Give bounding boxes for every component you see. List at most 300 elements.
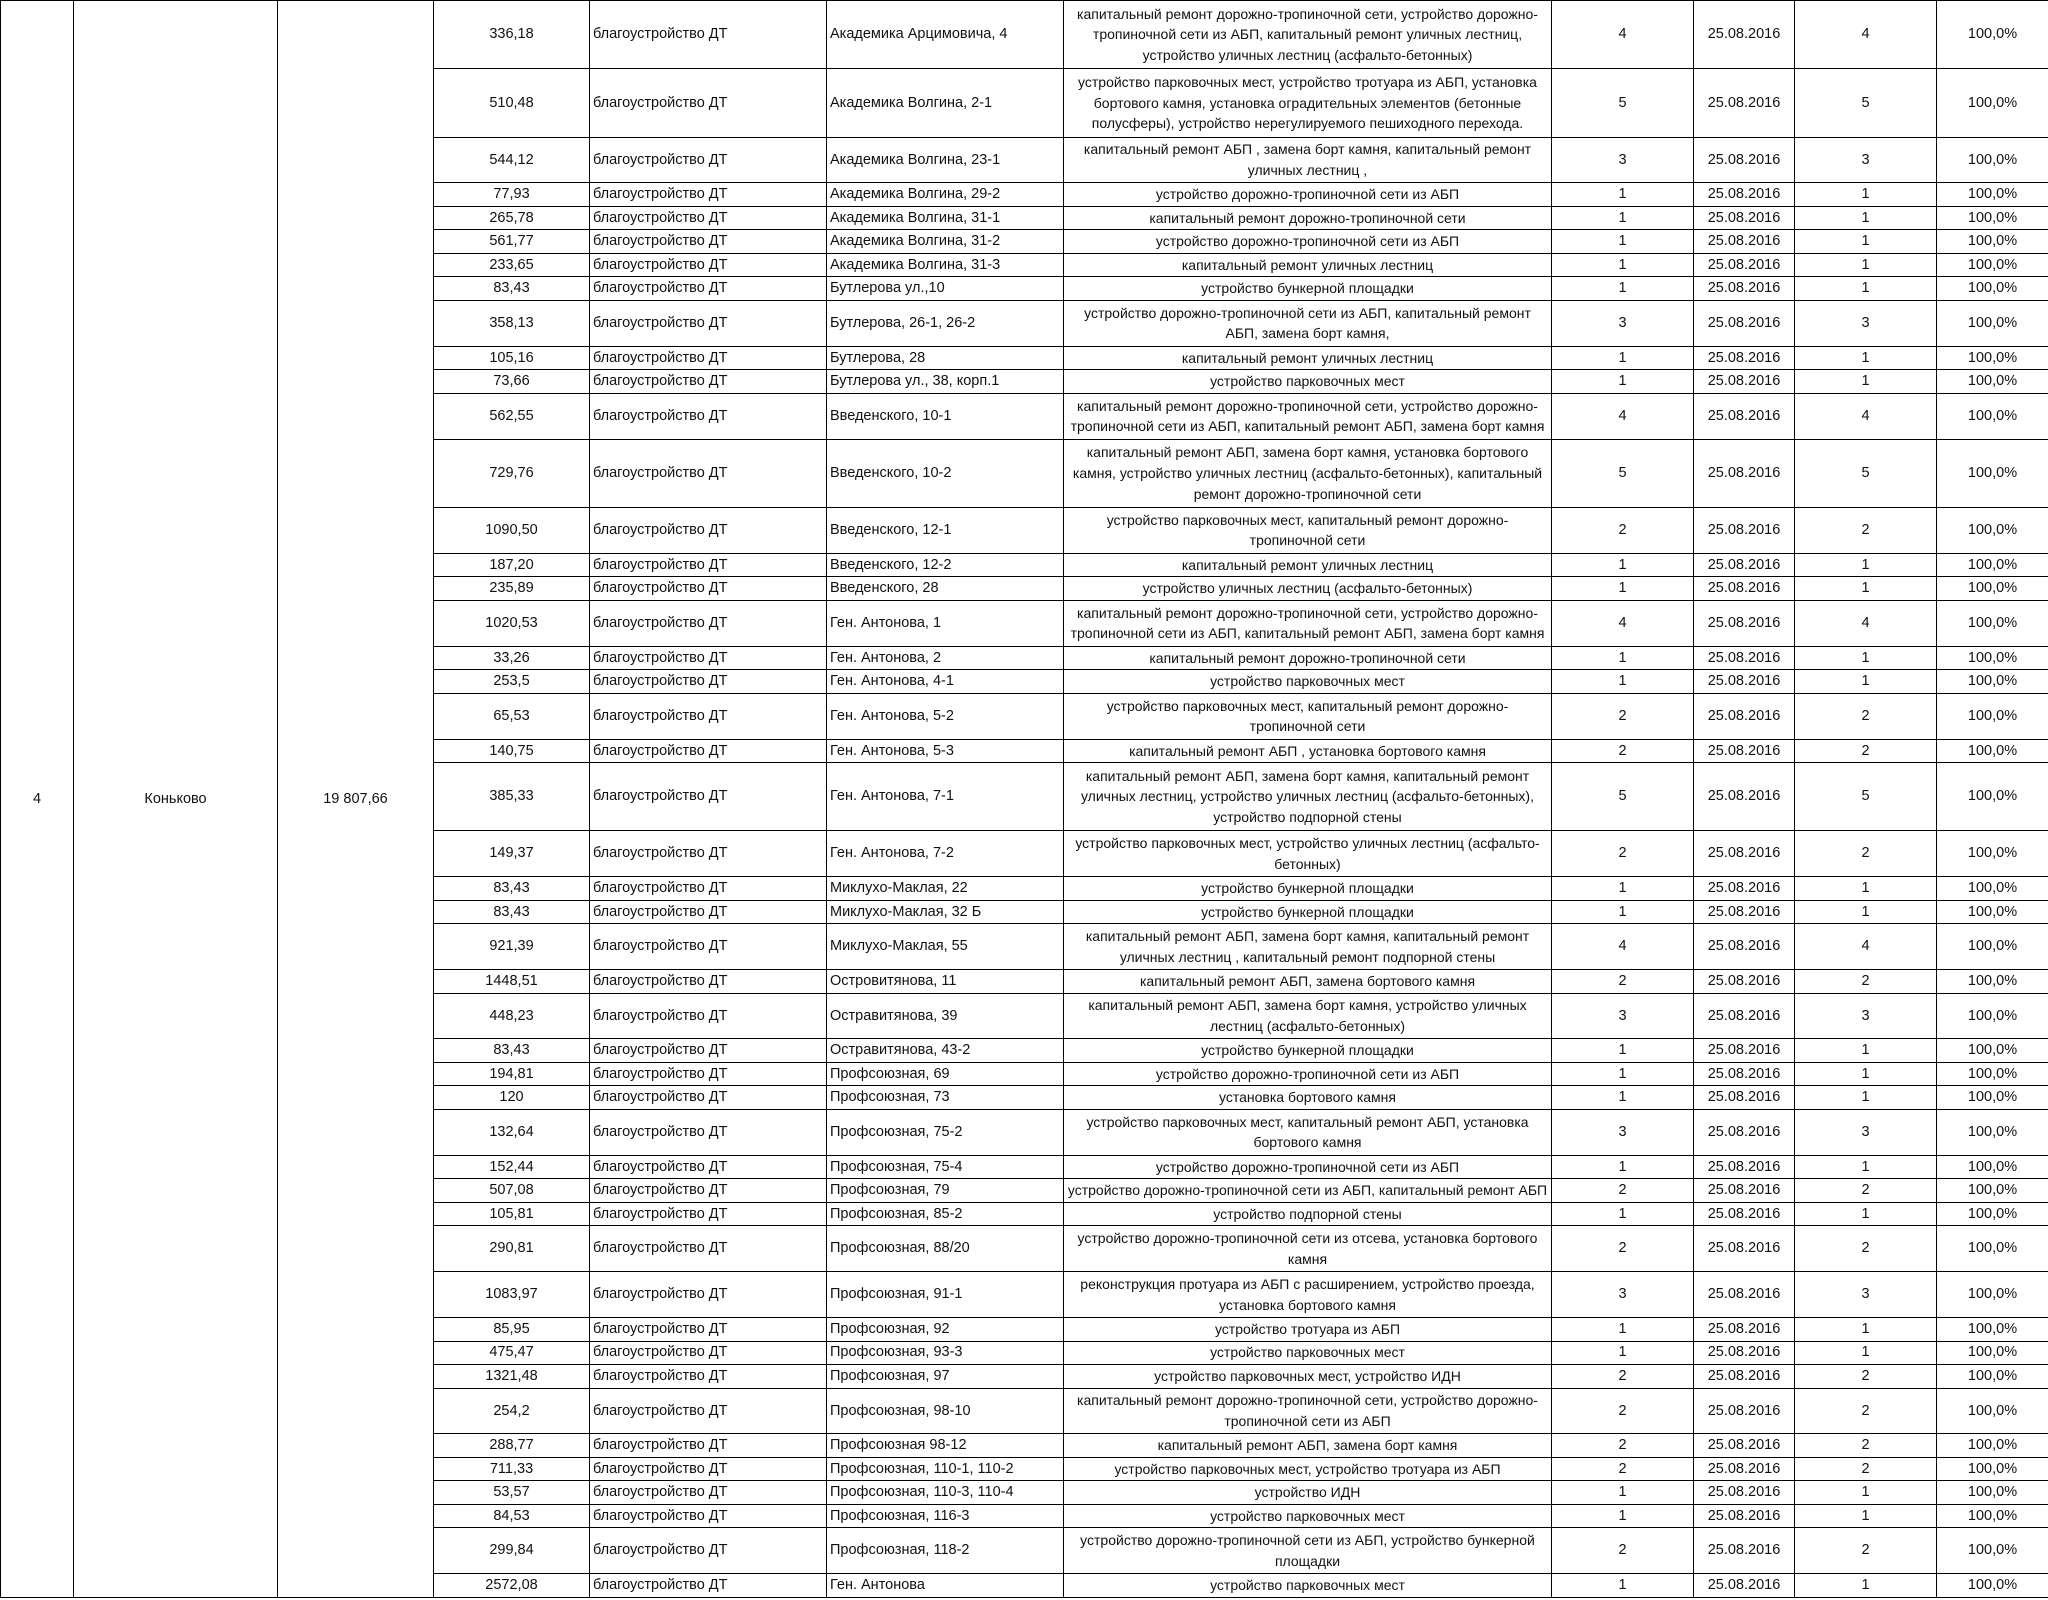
work-description-cell: капитальный ремонт АБП , замена борт камня, капитальный ремонт уличных лестниц , <box>1064 137 1552 183</box>
done-count-cell: 3 <box>1795 300 1937 346</box>
count-cell: 2 <box>1552 1365 1694 1388</box>
address-cell: Профсоюзная, 75-4 <box>827 1155 1064 1178</box>
date-cell: 25.08.2016 <box>1694 346 1795 369</box>
percent-cell: 100,0% <box>1937 300 2048 346</box>
percent-cell: 100,0% <box>1937 1155 2048 1178</box>
percent-cell: 100,0% <box>1937 277 2048 300</box>
address-cell: Ген. Антонова, 4-1 <box>827 670 1064 693</box>
sum-cell: 187,20 <box>434 553 590 576</box>
address-cell: Ген. Антонова, 7-1 <box>827 763 1064 831</box>
sum-cell: 510,48 <box>434 69 590 137</box>
type-cell: благоустройство ДТ <box>590 577 827 600</box>
type-cell: благоустройство ДТ <box>590 1318 827 1341</box>
address-cell: Островитянова, 11 <box>827 970 1064 993</box>
sum-cell: 358,13 <box>434 300 590 346</box>
work-description-cell: устройство парковочных мест, капитальный ремонт дорожно-тропиночной сети <box>1064 507 1552 553</box>
address-cell: Ген. Антонова, 1 <box>827 600 1064 646</box>
date-cell: 25.08.2016 <box>1694 137 1795 183</box>
done-count-cell: 2 <box>1795 970 1937 993</box>
done-count-cell: 2 <box>1795 1226 1937 1272</box>
date-cell: 25.08.2016 <box>1694 1109 1795 1155</box>
done-count-cell: 3 <box>1795 1109 1937 1155</box>
percent-cell: 100,0% <box>1937 183 2048 206</box>
sum-cell: 83,43 <box>434 900 590 923</box>
address-cell: Профсоюзная, 116-3 <box>827 1504 1064 1527</box>
count-cell: 1 <box>1552 230 1694 253</box>
date-cell: 25.08.2016 <box>1694 1528 1795 1574</box>
sum-cell: 84,53 <box>434 1504 590 1527</box>
type-cell: благоустройство ДТ <box>590 300 827 346</box>
done-count-cell: 2 <box>1795 1365 1937 1388</box>
sum-cell: 1083,97 <box>434 1272 590 1318</box>
done-count-cell: 1 <box>1795 1202 1937 1225</box>
percent-cell: 100,0% <box>1937 1574 2048 1598</box>
address-cell: Бутлерова, 28 <box>827 346 1064 369</box>
address-cell: Профсоюзная, 88/20 <box>827 1226 1064 1272</box>
done-count-cell: 1 <box>1795 553 1937 576</box>
count-cell: 1 <box>1552 183 1694 206</box>
count-cell: 1 <box>1552 206 1694 229</box>
address-cell: Миклухо-Маклая, 55 <box>827 924 1064 970</box>
count-cell: 1 <box>1552 1504 1694 1527</box>
sum-cell: 194,81 <box>434 1062 590 1085</box>
address-cell: Миклухо-Маклая, 32 Б <box>827 900 1064 923</box>
done-count-cell: 2 <box>1795 831 1937 877</box>
work-description-cell: устройство парковочных мест <box>1064 1504 1552 1527</box>
address-cell: Введенского, 28 <box>827 577 1064 600</box>
done-count-cell: 2 <box>1795 1528 1937 1574</box>
percent-cell: 100,0% <box>1937 253 2048 276</box>
address-cell: Введенского, 10-2 <box>827 439 1064 507</box>
date-cell: 25.08.2016 <box>1694 553 1795 576</box>
work-description-cell: устройство бункерной площадки <box>1064 277 1552 300</box>
done-count-cell: 1 <box>1795 1318 1937 1341</box>
count-cell: 2 <box>1552 1528 1694 1574</box>
work-description-cell: устройство парковочных мест <box>1064 1574 1552 1598</box>
date-cell: 25.08.2016 <box>1694 877 1795 900</box>
done-count-cell: 1 <box>1795 253 1937 276</box>
address-cell: Академика Волгина, 2-1 <box>827 69 1064 137</box>
count-cell: 2 <box>1552 1457 1694 1480</box>
done-count-cell: 1 <box>1795 206 1937 229</box>
address-cell: Ген. Антонова <box>827 1574 1064 1598</box>
work-description-cell: устройство парковочных мест, устройство тротуара из АБП <box>1064 1457 1552 1480</box>
count-cell: 1 <box>1552 577 1694 600</box>
type-cell: благоустройство ДТ <box>590 763 827 831</box>
percent-cell: 100,0% <box>1937 577 2048 600</box>
sum-cell: 1448,51 <box>434 970 590 993</box>
percent-cell: 100,0% <box>1937 230 2048 253</box>
sum-cell: 152,44 <box>434 1155 590 1178</box>
percent-cell: 100,0% <box>1937 553 2048 576</box>
date-cell: 25.08.2016 <box>1694 577 1795 600</box>
count-cell: 3 <box>1552 1109 1694 1155</box>
date-cell: 25.08.2016 <box>1694 1226 1795 1272</box>
count-cell: 1 <box>1552 670 1694 693</box>
percent-cell: 100,0% <box>1937 1504 2048 1527</box>
type-cell: благоустройство ДТ <box>590 507 827 553</box>
date-cell: 25.08.2016 <box>1694 300 1795 346</box>
address-cell: Остравитянова, 43-2 <box>827 1039 1064 1062</box>
type-cell: благоустройство ДТ <box>590 1481 827 1504</box>
done-count-cell: 3 <box>1795 1272 1937 1318</box>
address-cell: Остравитянова, 39 <box>827 993 1064 1039</box>
done-count-cell: 2 <box>1795 507 1937 553</box>
sum-cell: 448,23 <box>434 993 590 1039</box>
work-description-cell: устройство парковочных мест, устройство тротуара из АБП, установка бортового камня, установка оградительных элементов (бетонные полусферы), устройство нерегулируемого пешиходного перехода. <box>1064 69 1552 137</box>
work-description-cell: капитальный ремонт АБП, замена борт камня, устройство уличных лестниц (асфальто-бетонных) <box>1064 993 1552 1039</box>
date-cell: 25.08.2016 <box>1694 206 1795 229</box>
address-cell: Миклухо-Маклая, 22 <box>827 877 1064 900</box>
sum-cell: 290,81 <box>434 1226 590 1272</box>
type-cell: благоустройство ДТ <box>590 1 827 69</box>
percent-cell: 100,0% <box>1937 1318 2048 1341</box>
address-cell: Профсоюзная, 110-1, 110-2 <box>827 1457 1064 1480</box>
count-cell: 4 <box>1552 924 1694 970</box>
percent-cell: 100,0% <box>1937 693 2048 739</box>
type-cell: благоустройство ДТ <box>590 1202 827 1225</box>
work-description-cell: устройство бункерной площадки <box>1064 1039 1552 1062</box>
work-description-cell: устройство бункерной площадки <box>1064 900 1552 923</box>
type-cell: благоустройство ДТ <box>590 1272 827 1318</box>
address-cell: Бутлерова ул.,10 <box>827 277 1064 300</box>
address-cell: Профсоюзная, 110-3, 110-4 <box>827 1481 1064 1504</box>
sum-cell: 544,12 <box>434 137 590 183</box>
address-cell: Ген. Антонова, 5-3 <box>827 739 1064 762</box>
done-count-cell: 1 <box>1795 1155 1937 1178</box>
percent-cell: 100,0% <box>1937 370 2048 393</box>
done-count-cell: 1 <box>1795 577 1937 600</box>
date-cell: 25.08.2016 <box>1694 739 1795 762</box>
work-description-cell: капитальный ремонт дорожно-тропиночной сети, устройство дорожно-тропиночной сети из АБП, капитальный ремонт уличных лестниц, устройство уличных лестниц (асфальто-бетонных) <box>1064 1 1552 69</box>
percent-cell: 100,0% <box>1937 1062 2048 1085</box>
sum-cell: 233,65 <box>434 253 590 276</box>
type-cell: благоустройство ДТ <box>590 1528 827 1574</box>
date-cell: 25.08.2016 <box>1694 900 1795 923</box>
address-cell: Ген. Антонова, 5-2 <box>827 693 1064 739</box>
done-count-cell: 1 <box>1795 1481 1937 1504</box>
type-cell: благоустройство ДТ <box>590 137 827 183</box>
type-cell: благоустройство ДТ <box>590 1574 827 1598</box>
date-cell: 25.08.2016 <box>1694 230 1795 253</box>
sum-cell: 1321,48 <box>434 1365 590 1388</box>
work-description-cell: капитальный ремонт АБП, замена бортового камня <box>1064 970 1552 993</box>
type-cell: благоустройство ДТ <box>590 693 827 739</box>
percent-cell: 100,0% <box>1937 970 2048 993</box>
date-cell: 25.08.2016 <box>1694 1481 1795 1504</box>
date-cell: 25.08.2016 <box>1694 439 1795 507</box>
sum-cell: 83,43 <box>434 877 590 900</box>
count-cell: 1 <box>1552 1086 1694 1109</box>
work-description-cell: капитальный ремонт уличных лестниц <box>1064 346 1552 369</box>
sum-cell: 562,55 <box>434 393 590 439</box>
date-cell: 25.08.2016 <box>1694 370 1795 393</box>
date-cell: 25.08.2016 <box>1694 183 1795 206</box>
count-cell: 2 <box>1552 1388 1694 1434</box>
done-count-cell: 4 <box>1795 924 1937 970</box>
work-description-cell: устройство дорожно-тропиночной сети из АБП <box>1064 1155 1552 1178</box>
date-cell: 25.08.2016 <box>1694 1457 1795 1480</box>
work-description-cell: устройство парковочных мест <box>1064 370 1552 393</box>
done-count-cell: 2 <box>1795 1388 1937 1434</box>
count-cell: 3 <box>1552 137 1694 183</box>
work-description-cell: устройство дорожно-тропиночной сети из АБП, устройство бункерной площадки <box>1064 1528 1552 1574</box>
done-count-cell: 2 <box>1795 1434 1937 1457</box>
type-cell: благоустройство ДТ <box>590 393 827 439</box>
sum-cell: 105,81 <box>434 1202 590 1225</box>
work-description-cell: устройство дорожно-тропиночной сети из АБП <box>1064 230 1552 253</box>
done-count-cell: 1 <box>1795 877 1937 900</box>
done-count-cell: 2 <box>1795 693 1937 739</box>
count-cell: 2 <box>1552 1434 1694 1457</box>
sum-cell: 120 <box>434 1086 590 1109</box>
address-cell: Введенского, 12-1 <box>827 507 1064 553</box>
type-cell: благоустройство ДТ <box>590 553 827 576</box>
address-cell: Профсоюзная, 91-1 <box>827 1272 1064 1318</box>
type-cell: благоустройство ДТ <box>590 924 827 970</box>
work-description-cell: капитальный ремонт АБП, замена борт камня, установка бортового камня, устройство уличных лестниц (асфальто-бетонных), капитальный ремонт дорожно-тропиночной сети <box>1064 439 1552 507</box>
date-cell: 25.08.2016 <box>1694 1039 1795 1062</box>
work-description-cell: капитальный ремонт дорожно-тропиночной сети, устройство дорожно-тропиночной сети из АБП, капитальный ремонт АБП, замена борт камня <box>1064 393 1552 439</box>
percent-cell: 100,0% <box>1937 600 2048 646</box>
count-cell: 1 <box>1552 370 1694 393</box>
address-cell: Профсоюзная, 85-2 <box>827 1202 1064 1225</box>
count-cell: 5 <box>1552 69 1694 137</box>
date-cell: 25.08.2016 <box>1694 693 1795 739</box>
address-cell: Профсоюзная, 69 <box>827 1062 1064 1085</box>
group-total-cell: 19 807,66 <box>278 1 434 1598</box>
count-cell: 2 <box>1552 970 1694 993</box>
done-count-cell: 1 <box>1795 183 1937 206</box>
date-cell: 25.08.2016 <box>1694 600 1795 646</box>
type-cell: благоустройство ДТ <box>590 439 827 507</box>
percent-cell: 100,0% <box>1937 1434 2048 1457</box>
percent-cell: 100,0% <box>1937 924 2048 970</box>
work-description-cell: устройство дорожно-тропиночной сети из АБП, капитальный ремонт АБП <box>1064 1179 1552 1202</box>
date-cell: 25.08.2016 <box>1694 1202 1795 1225</box>
done-count-cell: 1 <box>1795 1504 1937 1527</box>
percent-cell: 100,0% <box>1937 507 2048 553</box>
percent-cell: 100,0% <box>1937 670 2048 693</box>
count-cell: 1 <box>1552 346 1694 369</box>
sum-cell: 77,93 <box>434 183 590 206</box>
date-cell: 25.08.2016 <box>1694 831 1795 877</box>
work-description-cell: устройство подпорной стены <box>1064 1202 1552 1225</box>
done-count-cell: 2 <box>1795 739 1937 762</box>
count-cell: 2 <box>1552 507 1694 553</box>
address-cell: Профсоюзная, 92 <box>827 1318 1064 1341</box>
sum-cell: 1020,53 <box>434 600 590 646</box>
work-description-cell: устройство бункерной площадки <box>1064 877 1552 900</box>
sum-cell: 33,26 <box>434 646 590 669</box>
sum-cell: 149,37 <box>434 831 590 877</box>
work-description-cell: капитальный ремонт АБП, замена борт камня, капитальный ремонт уличных лестниц, устройство уличных лестниц (асфальто-бетонных), устройство подпорной стены <box>1064 763 1552 831</box>
sum-cell: 83,43 <box>434 277 590 300</box>
percent-cell: 100,0% <box>1937 1202 2048 1225</box>
address-cell: Бутлерова, 26-1, 26-2 <box>827 300 1064 346</box>
address-cell: Профсоюзная 98-12 <box>827 1434 1064 1457</box>
type-cell: благоустройство ДТ <box>590 69 827 137</box>
count-cell: 4 <box>1552 600 1694 646</box>
done-count-cell: 1 <box>1795 277 1937 300</box>
sum-cell: 336,18 <box>434 1 590 69</box>
count-cell: 2 <box>1552 831 1694 877</box>
sum-cell: 475,47 <box>434 1341 590 1364</box>
type-cell: благоустройство ДТ <box>590 183 827 206</box>
sum-cell: 299,84 <box>434 1528 590 1574</box>
group-district-cell: Коньково <box>74 1 278 1598</box>
done-count-cell: 5 <box>1795 69 1937 137</box>
work-description-cell: капитальный ремонт АБП, замена борт камня, капитальный ремонт уличных лестниц , капитальный ремонт подпорной стены <box>1064 924 1552 970</box>
percent-cell: 100,0% <box>1937 1226 2048 1272</box>
percent-cell: 100,0% <box>1937 1 2048 69</box>
work-description-cell: капитальный ремонт дорожно-тропиночной сети, устройство дорожно-тропиночной сети из АБП, капитальный ремонт АБП, замена борт камня <box>1064 600 1552 646</box>
percent-cell: 100,0% <box>1937 646 2048 669</box>
count-cell: 4 <box>1552 1 1694 69</box>
percent-cell: 100,0% <box>1937 393 2048 439</box>
work-description-cell: устройство парковочных мест, устройство ИДН <box>1064 1365 1552 1388</box>
count-cell: 1 <box>1552 1318 1694 1341</box>
done-count-cell: 3 <box>1795 137 1937 183</box>
sum-cell: 729,76 <box>434 439 590 507</box>
count-cell: 5 <box>1552 763 1694 831</box>
percent-cell: 100,0% <box>1937 1109 2048 1155</box>
address-cell: Введенского, 12-2 <box>827 553 1064 576</box>
type-cell: благоустройство ДТ <box>590 1434 827 1457</box>
date-cell: 25.08.2016 <box>1694 69 1795 137</box>
date-cell: 25.08.2016 <box>1694 646 1795 669</box>
done-count-cell: 1 <box>1795 900 1937 923</box>
address-cell: Профсоюзная, 97 <box>827 1365 1064 1388</box>
table-body <box>1 1 2048 1598</box>
count-cell: 2 <box>1552 1179 1694 1202</box>
date-cell: 25.08.2016 <box>1694 1179 1795 1202</box>
address-cell: Профсоюзная, 98-10 <box>827 1388 1064 1434</box>
count-cell: 1 <box>1552 1155 1694 1178</box>
type-cell: благоустройство ДТ <box>590 1039 827 1062</box>
done-count-cell: 1 <box>1795 1086 1937 1109</box>
sum-cell: 507,08 <box>434 1179 590 1202</box>
sum-cell: 711,33 <box>434 1457 590 1480</box>
address-cell: Профсоюзная, 79 <box>827 1179 1064 1202</box>
work-description-cell: капитальный ремонт уличных лестниц <box>1064 253 1552 276</box>
percent-cell: 100,0% <box>1937 1528 2048 1574</box>
date-cell: 25.08.2016 <box>1694 1318 1795 1341</box>
type-cell: благоустройство ДТ <box>590 1226 827 1272</box>
type-cell: благоустройство ДТ <box>590 206 827 229</box>
done-count-cell: 1 <box>1795 1574 1937 1598</box>
work-description-cell: установка бортового камня <box>1064 1086 1552 1109</box>
done-count-cell: 4 <box>1795 1 1937 69</box>
count-cell: 1 <box>1552 646 1694 669</box>
date-cell: 25.08.2016 <box>1694 1341 1795 1364</box>
sum-cell: 921,39 <box>434 924 590 970</box>
type-cell: благоустройство ДТ <box>590 1457 827 1480</box>
work-description-cell: устройство парковочных мест, капитальный ремонт АБП, установка бортового камня <box>1064 1109 1552 1155</box>
sum-cell: 105,16 <box>434 346 590 369</box>
count-cell: 1 <box>1552 900 1694 923</box>
sum-cell: 132,64 <box>434 1109 590 1155</box>
sum-cell: 254,2 <box>434 1388 590 1434</box>
type-cell: благоустройство ДТ <box>590 1388 827 1434</box>
work-description-cell: устройство дорожно-тропиночной сети из АБП <box>1064 183 1552 206</box>
count-cell: 1 <box>1552 1202 1694 1225</box>
date-cell: 25.08.2016 <box>1694 1086 1795 1109</box>
percent-cell: 100,0% <box>1937 1086 2048 1109</box>
percent-cell: 100,0% <box>1937 1341 2048 1364</box>
type-cell: благоустройство ДТ <box>590 1504 827 1527</box>
done-count-cell: 3 <box>1795 993 1937 1039</box>
address-cell: Академика Волгина, 31-1 <box>827 206 1064 229</box>
sum-cell: 83,43 <box>434 1039 590 1062</box>
date-cell: 25.08.2016 <box>1694 507 1795 553</box>
address-cell: Академика Волгина, 31-2 <box>827 230 1064 253</box>
work-description-cell: устройство тротуара из АБП <box>1064 1318 1552 1341</box>
type-cell: благоустройство ДТ <box>590 739 827 762</box>
done-count-cell: 1 <box>1795 230 1937 253</box>
work-description-cell: реконструкция протуара из АБП с расширением, устройство проезда, установка бортового камня <box>1064 1272 1552 1318</box>
count-cell: 5 <box>1552 439 1694 507</box>
sum-cell: 65,53 <box>434 693 590 739</box>
work-description-cell: капитальный ремонт уличных лестниц <box>1064 553 1552 576</box>
done-count-cell: 4 <box>1795 393 1937 439</box>
date-cell: 25.08.2016 <box>1694 1365 1795 1388</box>
sum-cell: 288,77 <box>434 1434 590 1457</box>
count-cell: 1 <box>1552 277 1694 300</box>
date-cell: 25.08.2016 <box>1694 253 1795 276</box>
percent-cell: 100,0% <box>1937 1457 2048 1480</box>
sum-cell: 73,66 <box>434 370 590 393</box>
date-cell: 25.08.2016 <box>1694 1504 1795 1527</box>
done-count-cell: 4 <box>1795 600 1937 646</box>
sum-cell: 253,5 <box>434 670 590 693</box>
done-count-cell: 1 <box>1795 1341 1937 1364</box>
percent-cell: 100,0% <box>1937 346 2048 369</box>
percent-cell: 100,0% <box>1937 739 2048 762</box>
sum-cell: 140,75 <box>434 739 590 762</box>
type-cell: благоустройство ДТ <box>590 230 827 253</box>
work-description-cell: капитальный ремонт дорожно-тропиночной сети, устройство дорожно-тропиночной сети из АБП <box>1064 1388 1552 1434</box>
date-cell: 25.08.2016 <box>1694 1155 1795 1178</box>
work-description-cell: устройство парковочных мест <box>1064 1341 1552 1364</box>
count-cell: 3 <box>1552 1272 1694 1318</box>
address-cell: Академика Волгина, 29-2 <box>827 183 1064 206</box>
work-description-cell: устройство дорожно-тропиночной сети из АБП, капитальный ремонт АБП, замена борт камня, <box>1064 300 1552 346</box>
type-cell: благоустройство ДТ <box>590 1086 827 1109</box>
type-cell: благоустройство ДТ <box>590 600 827 646</box>
percent-cell: 100,0% <box>1937 1039 2048 1062</box>
date-cell: 25.08.2016 <box>1694 1388 1795 1434</box>
address-cell: Академика Волгина, 23-1 <box>827 137 1064 183</box>
percent-cell: 100,0% <box>1937 1481 2048 1504</box>
address-cell: Академика Арцимовича, 4 <box>827 1 1064 69</box>
percent-cell: 100,0% <box>1937 1388 2048 1434</box>
work-description-cell: капитальный ремонт дорожно-тропиночной сети <box>1064 206 1552 229</box>
sum-cell: 265,78 <box>434 206 590 229</box>
type-cell: благоустройство ДТ <box>590 253 827 276</box>
done-count-cell: 5 <box>1795 763 1937 831</box>
work-description-cell: устройство дорожно-тропиночной сети из отсева, установка бортового камня <box>1064 1226 1552 1272</box>
work-description-cell: капитальный ремонт АБП, замена борт камня <box>1064 1434 1552 1457</box>
date-cell: 25.08.2016 <box>1694 277 1795 300</box>
percent-cell: 100,0% <box>1937 69 2048 137</box>
count-cell: 1 <box>1552 1341 1694 1364</box>
address-cell: Бутлерова ул., 38, корп.1 <box>827 370 1064 393</box>
done-count-cell: 1 <box>1795 370 1937 393</box>
address-cell: Профсоюзная, 73 <box>827 1086 1064 1109</box>
type-cell: благоустройство ДТ <box>590 877 827 900</box>
count-cell: 1 <box>1552 1062 1694 1085</box>
